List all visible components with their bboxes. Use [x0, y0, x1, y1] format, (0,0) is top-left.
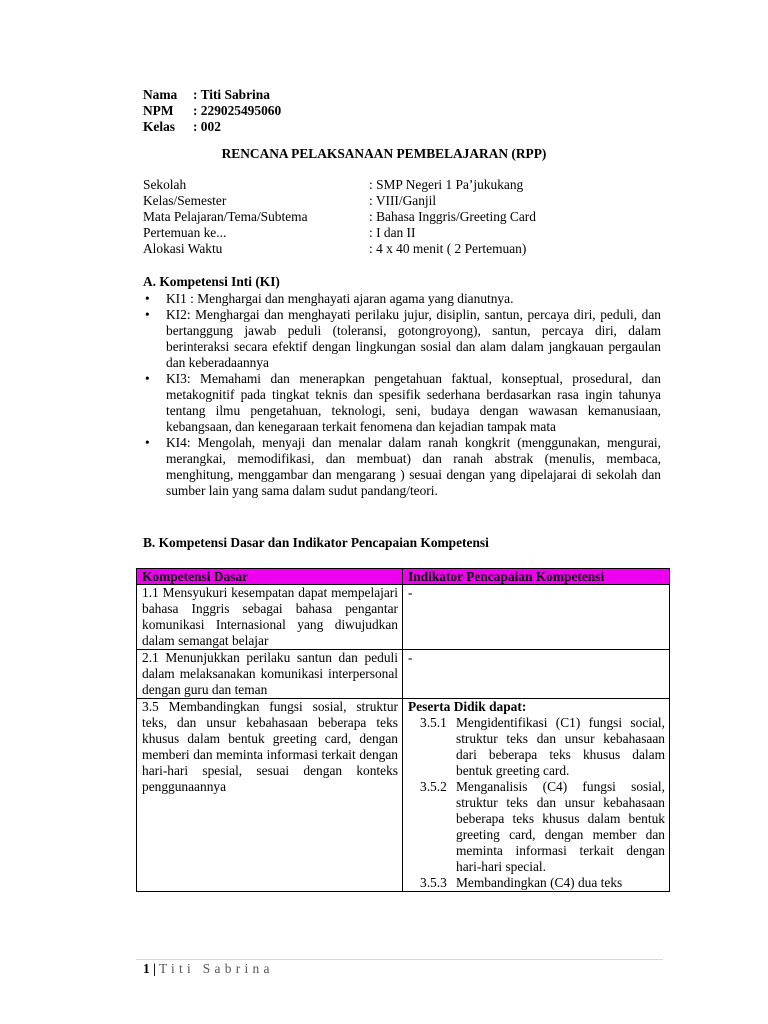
indicator-item	[408, 715, 665, 779]
info-value: : Bahasa Inggris/Greeting Card	[369, 209, 536, 224]
nama-value: : Titi Sabrina	[193, 87, 270, 102]
npm-line	[143, 103, 281, 119]
section-b-heading: B. Kompetensi Dasar dan Indikator Pencapaian Kompetensi	[143, 535, 489, 550]
section-a-heading: A. Kompetensi Inti (KI)	[143, 274, 280, 289]
page-footer	[143, 961, 274, 977]
ki-text: KI2: Menghargai dan menghayati perilaku jujur, disiplin, santun, percaya diri, peduli, dan bertanggung jawab peduli (toleransi, gotongroyong), santun, percaya diri, dalam berinteraksi secara efektif dengan lingkungan sosial dan alam dalam jangkauan pergaulan dan keberadaannya	[166, 307, 661, 370]
info-value: : I dan II	[369, 225, 416, 240]
info-key: Pertemuan ke...	[143, 225, 227, 240]
ki-text: KI3: Memahami dan menerapkan pengetahuan faktual, konseptual, prosedural, dan metakognitif pada tingkat teknis dan spesifik sederhana berdasarkan rasa ingin tahunya tentang ilmu pengetahuan, teknologi, seni, budaya dengan wawasan kemanusiaan, kebangsaan, dan kenegaraan terkait fenomena dan kejadian tampak mata	[166, 371, 661, 434]
ipk-cell: -	[403, 585, 670, 650]
indicator-text: Menganalisis (C4) fungsi sosial, struktur teks dan unsur kebahasaan beberapa teks khusus dalam bentuk greeting card, dengan member dan meminta informasi terkait dengan hari-hari special.	[456, 779, 665, 874]
info-key: Mata Pelajaran/Tema/Subtema	[143, 209, 308, 224]
info-row	[143, 209, 536, 225]
document-title: RENCANA PELAKSANAAN PEMBELAJARAN (RPP)	[221, 146, 547, 161]
ipk-cell	[403, 699, 670, 892]
info-value: : SMP Negeri 1 Pa’jukukang	[369, 177, 524, 192]
indicator-item	[408, 875, 665, 891]
indicator-number: 3.5.3	[420, 875, 447, 890]
lesson-info	[143, 177, 536, 257]
npm-label: NPM	[143, 103, 174, 118]
kelas-line	[143, 119, 281, 135]
nama-label: Nama	[143, 87, 178, 102]
info-row	[143, 193, 536, 209]
ipk-title: Peserta Didik dapat:	[408, 699, 527, 714]
nama-line	[143, 87, 281, 103]
indicator-text: Mengidentifikasi (C1) fungsi social, struktur teks dan unsur kebahasaan dari beberapa teks khusus dalam bentuk greeting card.	[456, 715, 665, 778]
table-row	[137, 699, 670, 892]
list-item	[143, 435, 661, 499]
table-row	[137, 650, 670, 699]
info-value: : 4 x 40 menit ( 2 Pertemuan)	[369, 241, 527, 256]
info-row	[143, 225, 536, 241]
ki-text: KI1 : Menghargai dan menghayati ajaran agama yang dianutnya.	[166, 291, 514, 306]
table-header-row	[137, 569, 670, 585]
competency-table	[136, 568, 670, 892]
bullet-icon: •	[145, 435, 150, 450]
info-key: Sekolah	[143, 177, 187, 192]
kd-cell: 1.1 Mensyukuri kesempatan dapat mempelajari bahasa Inggris sebagai bahasa pengantar komunikasi Internasional yang diwujudkan dalam semangat belajar	[137, 585, 403, 650]
npm-value: : 229025495060	[193, 103, 282, 118]
ipk-cell: -	[403, 650, 670, 699]
info-value: : VIII/Ganjil	[369, 193, 437, 208]
column-header-kd: Kompetensi Dasar	[137, 569, 403, 585]
info-key: Kelas/Semester	[143, 193, 227, 208]
ki-list	[143, 291, 661, 499]
info-row	[143, 241, 536, 257]
bullet-icon: •	[145, 291, 150, 306]
page-number: 1 |	[143, 961, 156, 976]
list-item	[143, 307, 661, 371]
student-identity	[143, 87, 281, 135]
indicator-number: 3.5.2	[420, 779, 447, 794]
list-item	[143, 371, 661, 435]
kd-cell: 2.1 Menunjukkan perilaku santun dan peduli dalam melaksanakan komunikasi interpersonal dengan guru dan teman	[137, 650, 403, 699]
kelas-value: : 002	[193, 119, 221, 134]
indicator-number: 3.5.1	[420, 715, 447, 730]
kelas-label: Kelas	[143, 119, 175, 134]
indicator-item	[408, 779, 665, 875]
indicator-text: Membandingkan (C4) dua teks	[456, 875, 623, 890]
ki-text: KI4: Mengolah, menyaji dan menalar dalam ranah kongkrit (menggunakan, mengurai, merangkai, memodifikasi, dan membuat) dan ranah abstrak (menulis, membaca, menghitung, menggambar dan mengarang ) sesuai dengan yang dipelajarai di sekolah dan sumber lain yang sama dalam sudut pandang/teori.	[166, 435, 661, 498]
column-header-ipk: Indikator Pencapaian Kompetensi	[403, 569, 670, 585]
list-item	[143, 291, 661, 307]
table-row	[137, 585, 670, 650]
bullet-icon: •	[145, 307, 150, 322]
footer-author: Titi Sabrina	[159, 961, 274, 976]
footer-divider	[136, 959, 663, 960]
info-row	[143, 177, 536, 193]
info-key: Alokasi Waktu	[143, 241, 223, 256]
bullet-icon: •	[145, 371, 150, 386]
kd-cell: 3.5 Membandingkan fungsi sosial, struktur teks, dan unsur kebahasaan beberapa teks khusus dalam bentuk greeting card, dengan memberi dan meminta informasi terkait dengan hari-hari spesial, sesuai dengan konteks penggunaannya	[137, 699, 403, 892]
